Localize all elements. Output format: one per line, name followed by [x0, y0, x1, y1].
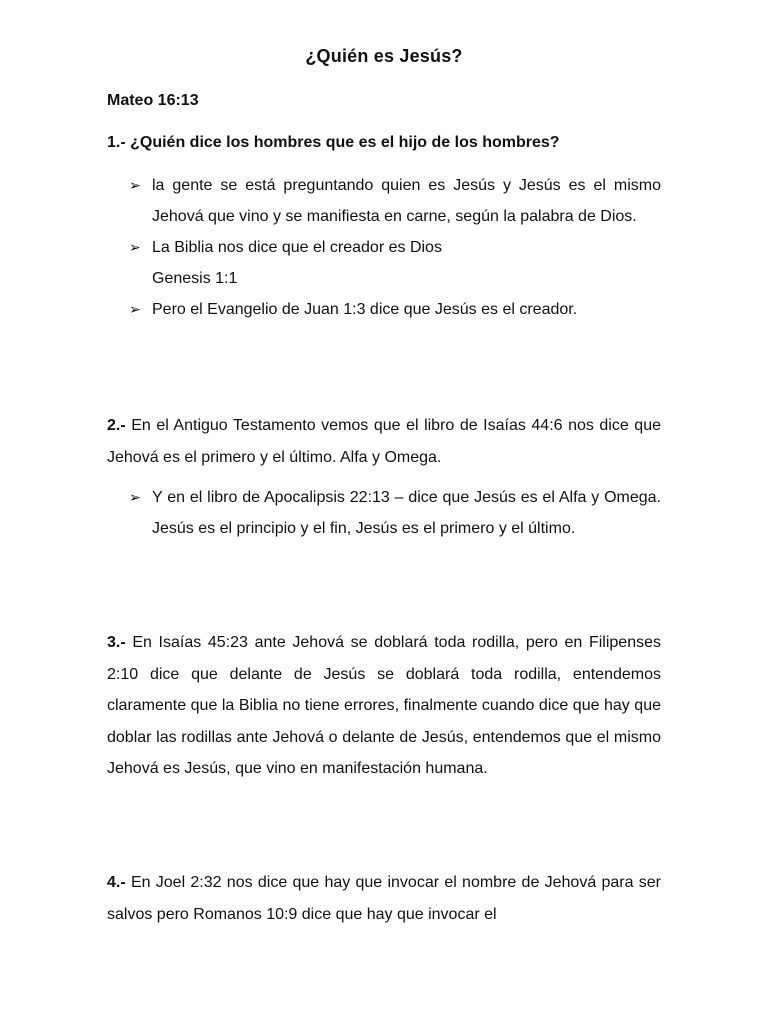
- point-4-number: 4.-: [107, 874, 126, 891]
- list-item-text: Pero el Evangelio de Juan 1:3 dice que Jesús es el creador.: [152, 301, 578, 318]
- list-item-text: la gente se está preguntando quien es Jesús y Jesús es el mismo Jehová que vino y se manifiesta en carne, según la palabra de Dios.: [152, 177, 661, 225]
- point-4-paragraph: [107, 867, 661, 930]
- scripture-reference: Mateo 16:13: [107, 92, 199, 109]
- list-item-text: La Biblia nos dice que el creador es Dios: [152, 239, 442, 256]
- point-3-text: En Isaías 45:23 ante Jehová se doblará toda rodilla, pero en Filipenses 2:10 dice que delante de Jesús se doblará toda rodilla, entendemos claramente que la Biblia no tiene errores, finalmente cuando dice que hay que doblar las rodillas ante Jehová o delante de Jesús, entendemos que el mismo Jehová es Jesús, que vino en manifestación humana.: [107, 634, 661, 777]
- point-4-text: En Joel 2:32 nos dice que hay que invocar el nombre de Jehová para ser salvos pero Romanos 10:9 dice que hay que invocar el: [107, 874, 661, 923]
- arrow-bullet-icon: ➢: [129, 177, 141, 193]
- point-2-number: 2.-: [107, 417, 126, 434]
- bullet-list-1: [107, 170, 661, 325]
- question-1: 1.- ¿Quién dice los hombres que es el hijo de los hombres?: [107, 134, 560, 151]
- arrow-bullet-icon: ➢: [129, 301, 141, 317]
- list-item: [107, 232, 661, 294]
- list-item-subline: Genesis 1:1: [152, 270, 238, 287]
- bullet-list-2: [107, 482, 661, 544]
- list-item: [107, 170, 661, 232]
- arrow-bullet-icon: ➢: [129, 239, 141, 255]
- page-title: ¿Quién es Jesús?: [305, 46, 463, 66]
- list-item: [107, 482, 661, 544]
- point-3-number: 3.-: [107, 634, 126, 651]
- list-item-text: Y en el libro de Apocalipsis 22:13 – dice que Jesús es el Alfa y Omega. Jesús es el principio y el fin, Jesús es el primero y el último.: [152, 489, 661, 537]
- arrow-bullet-icon: ➢: [129, 489, 141, 505]
- point-2-text: En el Antiguo Testamento vemos que el libro de Isaías 44:6 nos dice que Jehová es el primero y el último. Alfa y Omega.: [107, 417, 661, 466]
- point-3-paragraph: [107, 627, 661, 785]
- point-2-paragraph: [107, 410, 661, 473]
- list-item: [107, 294, 661, 325]
